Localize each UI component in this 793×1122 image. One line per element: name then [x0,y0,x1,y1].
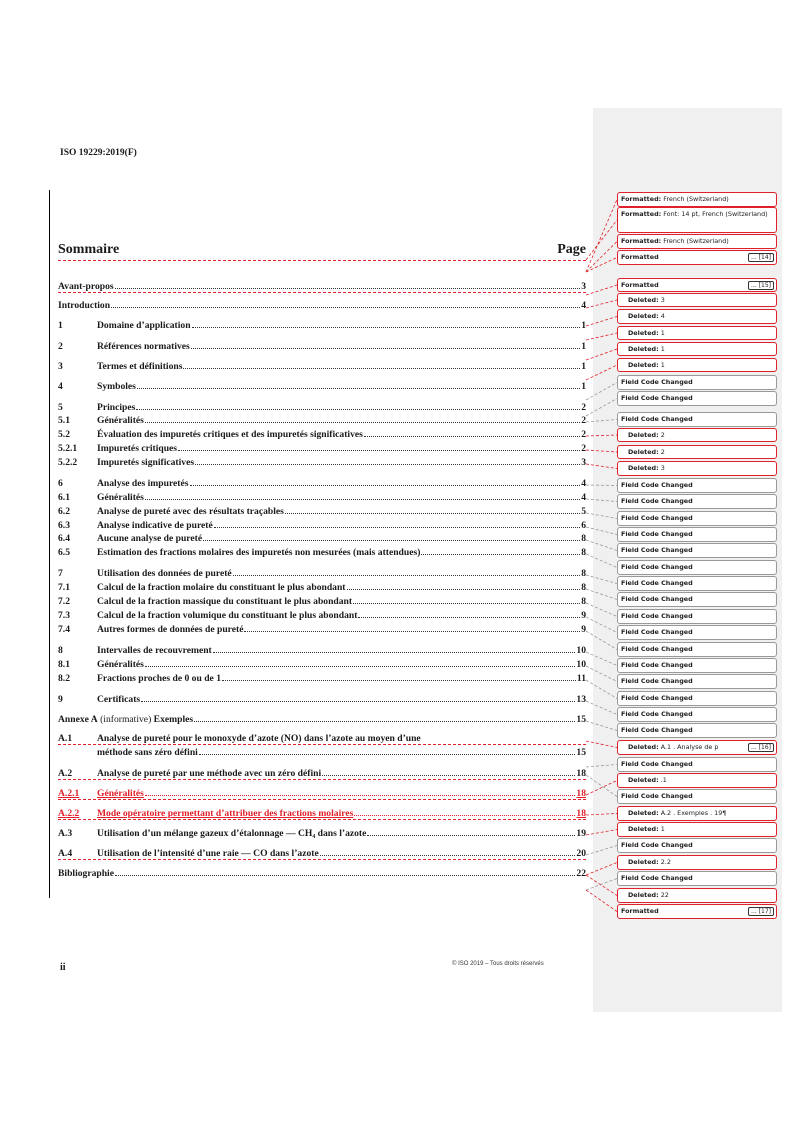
toc-entry-text [58,714,193,725]
balloon-type: Field Code Changed [621,792,693,800]
dot-leader [137,387,580,389]
toc-entry-number: 3 [58,361,63,372]
balloon-type: Field Code Changed [621,481,693,489]
toc-entry[interactable] [58,412,586,426]
toc-entry-text: Symboles [97,381,136,392]
toc-entry-page: 10 [576,659,586,670]
toc-annex-entry[interactable] [58,765,586,780]
toc-entry-text: Généralités [97,415,144,426]
markup-balloon[interactable] [617,250,777,265]
markup-balloon[interactable] [617,838,777,853]
toc-entry-page: 9 [581,610,586,621]
toc-entry-page: 15 [576,747,586,758]
toc-entry-text: Analyse de pureté avec des résultats traçables [97,506,284,517]
toc-entry-number: 6.1 [58,492,70,503]
balloon-detail: A.1 . Analyse de p [658,743,719,751]
toc-entry-text: Impuretés critiques [97,443,178,454]
balloon-detail: Font: 14 pt, French (Switzerland) [661,210,768,218]
toc-entry-text: Impuretés significatives [97,457,195,468]
markup-balloon[interactable] [617,789,777,804]
toc-entry-number: A.2.1 [58,788,80,799]
toc-entry-text: Domaine d’application [97,320,191,331]
dot-leader [353,602,580,604]
balloon-type: Deleted: [628,891,659,899]
toc-annex-entry[interactable] [58,731,586,745]
balloon-type: Deleted: [628,296,659,304]
balloon-type: Field Code Changed [621,841,693,849]
dot-leader [320,854,576,856]
dot-leader [191,347,580,349]
balloon-type: Field Code Changed [621,497,693,505]
toc-entry-page: 2 [581,429,586,440]
markup-balloon[interactable] [617,740,777,755]
balloon-detail: 1 [658,361,665,369]
markup-balloon[interactable] [617,412,777,427]
balloon-type: Formatted [621,907,659,915]
toc-entry[interactable] [58,711,586,725]
toc-entry-text: Avant-propos [58,281,114,292]
markup-balloon[interactable] [617,691,777,706]
toc-entry-page: 4 [581,478,586,489]
balloon-type: Deleted: [628,448,659,456]
balloon-type: Field Code Changed [621,645,693,653]
toc-entry[interactable] [58,475,586,489]
dot-leader [111,306,580,308]
toc-entry-page: 6 [581,520,586,531]
balloon-type: Field Code Changed [621,530,693,538]
toc-entry-number: A.2.2 [58,808,80,819]
dot-leader [145,794,576,796]
dot-leader [367,834,575,836]
toc-entry-page: 11 [576,673,586,684]
toc-entry-text: Utilisation de l’intensité d’une raie — CO dans l’azote [97,848,319,859]
toc-page-label: Page [557,242,586,257]
toc-entry[interactable] [58,579,586,593]
dot-leader [244,630,580,632]
markup-balloon[interactable] [617,342,777,356]
balloon-type: Field Code Changed [621,760,693,768]
toc-entry-number: 8.2 [58,673,70,684]
markup-balloon[interactable] [617,592,777,607]
balloon-detail: 2 [658,448,665,456]
dot-leader [141,700,575,702]
dot-leader [136,408,580,410]
balloon-detail: 1 [658,329,665,337]
toc-entry-text: Termes et définitions [97,361,183,372]
toc-entry-text: Calcul de la fraction molaire du constituant le plus abondant [97,582,346,593]
balloon-type: Field Code Changed [621,415,693,423]
balloon-detail: 1 [658,345,665,353]
document-id-header: ISO 19229:2019(F) [60,148,137,158]
balloon-type: Field Code Changed [621,563,693,571]
toc-entry[interactable] [58,517,586,531]
toc-entry-page: 8 [581,596,586,607]
markup-balloon[interactable] [617,527,777,542]
copyright-notice: © ISO 2019 – Tous droits réservés [452,961,544,967]
toc-annex-entry[interactable] [58,845,586,860]
toc-entry-page: 18 [576,808,586,819]
page-number: ii [60,962,66,973]
balloon-type: Deleted: [628,825,659,833]
toc-entry[interactable] [58,426,586,440]
toc-entry[interactable] [58,691,586,705]
balloon-type: Field Code Changed [621,726,693,734]
dot-leader [178,449,580,451]
dot-leader [203,539,580,541]
toc-entry-page: 8 [581,547,586,558]
markup-balloon[interactable] [617,192,777,207]
toc-entry-text: méthode sans zéro défini [97,747,198,758]
toc-entry[interactable] [58,593,586,607]
toc-entry-number: 5.2.2 [58,457,78,468]
balloon-type: Formatted: [621,237,662,245]
markup-balloon[interactable] [617,511,777,526]
markup-balloon[interactable] [617,428,777,442]
toc-annex-entry[interactable] [58,825,586,839]
markup-balloon[interactable] [617,543,777,558]
toc-entry-text: Calcul de la fraction massique du constituant le plus abondant [97,596,353,607]
balloon-more-button[interactable]: ... [14] [748,253,774,262]
toc-entry-number: 8.1 [58,659,70,670]
toc-entry[interactable] [58,621,586,635]
balloon-type: Deleted: [628,345,659,353]
toc-entry-number: 1 [58,320,63,331]
balloon-detail: 1 [658,825,665,833]
balloon-detail: French (Switzerland) [661,195,729,203]
markup-balloon[interactable] [617,806,777,821]
toc-annex-entry[interactable] [58,865,586,879]
toc-entry[interactable] [58,656,586,670]
balloon-more-button[interactable]: ... [16] [748,743,774,752]
toc-entry-text: Évaluation des impuretés critiques et des impuretés significatives [97,429,363,440]
balloon-type: Deleted: [628,464,659,472]
toc-entry-page: 9 [581,624,586,635]
toc-entry-continuation[interactable] [58,744,586,758]
markup-balloon[interactable] [617,309,777,324]
balloon-type: Formatted [621,253,659,261]
toc-entry[interactable] [58,399,586,413]
annex-label: Annexe A [58,714,98,725]
toc-entry-page: 3 [581,281,586,292]
dot-leader [115,287,581,289]
toc-entry-page: 18 [576,768,586,779]
toc-title: Sommaire [58,242,120,257]
toc-entry-page: 10 [576,645,586,656]
balloon-type: Field Code Changed [621,595,693,603]
balloon-type: Field Code Changed [621,514,693,522]
toc-entry-number: 7.3 [58,610,70,621]
balloon-detail: 2.2 [658,858,671,866]
change-bar [49,190,50,898]
dot-leader [421,553,580,555]
balloon-type: Deleted: [628,743,659,751]
markup-balloon[interactable] [617,625,777,640]
balloon-type: Field Code Changed [621,628,693,636]
toc-entry-number: A.1 [58,733,73,744]
markup-balloon[interactable] [617,773,777,788]
toc-entry[interactable] [58,378,586,392]
toc-entry-text: Fractions proches de 0 ou de 1 [97,673,222,684]
markup-balloon[interactable] [617,293,777,307]
dot-leader [214,526,580,528]
balloon-detail: .1 [658,776,667,784]
balloon-more-button[interactable]: ... [17] [748,907,774,916]
dot-leader [322,774,575,776]
toc-entry-text: Bibliographie [58,868,114,879]
dot-leader [364,435,580,437]
markup-balloon[interactable] [617,757,777,772]
balloon-type: Deleted: [628,431,659,439]
toc-entry[interactable] [58,607,586,621]
toc-entry-page: 4 [581,300,586,311]
toc-entry-number: 4 [58,381,63,392]
balloon-type: Field Code Changed [621,677,693,685]
toc-entry-text: Analyse de pureté pour le monoxyde d’azote (NO) dans l’azote au moyen d’une [97,733,421,744]
balloon-type: Field Code Changed [621,874,693,882]
toc-entry-page: 22 [576,868,586,879]
toc-entry-page: 18 [576,788,586,799]
toc-entry[interactable] [58,317,586,331]
dot-leader [213,651,576,653]
dot-leader [192,326,581,328]
toc-entry-text: Principes [97,402,136,413]
toc-entry-number: 5.2 [58,429,70,440]
markup-balloon[interactable] [617,888,777,903]
markup-balloon[interactable] [617,723,777,738]
markup-balloon[interactable] [617,904,777,919]
markup-balloon[interactable] [617,478,777,493]
toc-entry-page: 5 [581,506,586,517]
toc-entry[interactable] [58,440,586,454]
balloon-type: Deleted: [628,858,659,866]
toc-entry-number: 6.2 [58,506,70,517]
toc-entry-text: Aucune analyse de pureté [97,533,203,544]
toc-entry-text: Utilisation des données de pureté [97,568,232,579]
balloon-more-button[interactable]: ... [15] [748,281,774,290]
balloon-type: Field Code Changed [621,612,693,620]
dot-leader [285,512,580,514]
dot-leader [199,753,576,755]
toc-entry-text: Analyse de pureté par une méthode avec un zéro défini [97,768,322,779]
toc-entry-number: 9 [58,694,63,705]
balloon-type: Field Code Changed [621,694,693,702]
balloon-detail: 2 [658,431,665,439]
toc-entry-page: 1 [581,381,586,392]
dot-leader [354,814,575,816]
toc-entry-page: 13 [576,694,586,705]
toc-entry-text: Introduction [58,300,111,311]
balloon-type: Field Code Changed [621,579,693,587]
markup-balloon[interactable] [617,822,777,837]
toc-entry[interactable] [58,642,586,656]
toc-entry-number: 2 [58,341,63,352]
balloon-detail: 3 [658,464,665,472]
toc-entry[interactable] [58,503,586,517]
toc-entry-page: 4 [581,492,586,503]
balloon-detail: 22 [658,891,669,899]
toc-entry-number: 6 [58,478,63,489]
toc-entry[interactable] [58,489,586,503]
markup-balloon[interactable] [617,855,777,870]
dot-leader [222,679,576,681]
toc-entry-text: Calcul de la fraction volumique du constituant le plus abondant [97,610,358,621]
annex-note: (informative) [97,714,154,725]
toc-entry[interactable] [58,670,586,684]
toc-entry-page: 8 [581,582,586,593]
markup-balloon[interactable] [617,445,777,459]
dot-leader [145,421,580,423]
toc-entry-number: 6.4 [58,533,70,544]
toc-entry-number: 5.1 [58,415,70,426]
markup-balloon[interactable] [617,560,777,575]
toc-entry-number: A.2 [58,768,73,779]
toc-entry-text: Généralités [97,788,144,799]
toc-heading [58,242,586,261]
toc-entry-text: Intervalles de recouvrement [97,645,212,656]
toc-entry[interactable] [58,454,586,468]
toc-entry-page: 2 [581,402,586,413]
toc-entry-page: 8 [581,568,586,579]
toc-entry-page: 15 [576,714,586,725]
dot-leader [183,367,580,369]
balloon-type: Field Code Changed [621,661,693,669]
toc-entry-text: Analyse indicative de pureté [97,520,213,531]
toc-entry-page: 8 [581,533,586,544]
markup-balloon[interactable] [617,609,777,624]
markup-balloon[interactable] [617,576,777,591]
toc-entry-page: 1 [581,341,586,352]
markup-balloon[interactable] [617,207,777,233]
toc-entry[interactable] [58,297,586,311]
markup-balloon[interactable] [617,658,777,673]
toc-entry-number: 7.2 [58,596,70,607]
balloon-type: Field Code Changed [621,710,693,718]
balloon-type: Field Code Changed [621,378,693,386]
toc-entry-text: Utilisation d’un mélange gazeux d’étalonnage — CH₄ dans l’azote [97,828,367,839]
balloon-detail: A.2 . Exemples . 19¶ [658,809,727,817]
toc-entry-number: 7.1 [58,582,70,593]
dot-leader [347,588,581,590]
markup-balloon[interactable] [617,707,777,722]
balloon-type: Deleted: [628,809,659,817]
balloon-detail: 4 [658,312,665,320]
dot-leader [195,463,580,465]
markup-balloon[interactable] [617,494,777,509]
toc-entry-page: 1 [581,320,586,331]
toc-entry-text: Certificats [97,694,141,705]
toc-annex-entry[interactable] [58,805,586,820]
balloon-type: Deleted: [628,776,659,784]
toc-entry-text: Généralités [97,492,144,503]
toc-entry[interactable] [58,544,586,558]
toc-entry-number: A.4 [58,848,73,859]
toc-entry-number: 6.5 [58,547,70,558]
toc-entry[interactable] [58,530,586,544]
markup-balloon[interactable] [617,391,777,406]
toc-entry-text: Références normatives [97,341,190,352]
toc-entry-page: 19 [576,828,586,839]
toc-entry-text: Mode opératoire permettant d’attribuer des fractions molaires [97,808,354,819]
balloon-type: Deleted: [628,329,659,337]
dot-leader [145,498,580,500]
toc-entry-page: 2 [581,415,586,426]
toc-entry[interactable] [58,278,586,293]
toc-entry-text: Estimation des fractions molaires des impuretés non mesurées (mais attendues) [97,547,421,558]
toc-entry-number: 6.3 [58,520,70,531]
dot-leader [194,720,575,722]
toc-annex-entry[interactable] [58,785,586,800]
toc-entry-text: Généralités [97,659,144,670]
annex-title: Exemples [153,714,194,725]
toc-entry-text: Analyse des impuretés [97,478,189,489]
toc-entry-text: Autres formes de données de pureté [97,624,244,635]
toc-entry-number: 8 [58,645,63,656]
toc-entry[interactable] [58,358,586,372]
balloon-type: Formatted: [621,195,662,203]
dot-leader [190,484,581,486]
markup-balloon[interactable] [617,871,777,886]
balloon-type: Field Code Changed [621,394,693,402]
toc-entry[interactable] [58,565,586,579]
balloon-detail: French (Switzerland) [661,237,729,245]
markup-balloon[interactable] [617,358,777,372]
balloon-detail: 3 [658,296,665,304]
markup-balloon[interactable] [617,642,777,657]
toc-entry-page: 1 [581,361,586,372]
toc-entry-number: 5 [58,402,63,413]
dot-leader [358,616,580,618]
balloon-type: Formatted [621,281,659,289]
toc-entry-number: 7.4 [58,624,70,635]
markup-balloon[interactable] [617,461,777,476]
toc-entry-number: 7 [58,568,63,579]
markup-balloon[interactable] [617,375,777,390]
markup-balloon[interactable] [617,278,777,292]
markup-balloon[interactable] [617,674,777,689]
balloon-type: Deleted: [628,312,659,320]
toc-entry[interactable] [58,338,586,352]
toc-entry-page: 3 [581,457,586,468]
markup-balloon[interactable] [617,326,777,340]
dot-leader [233,574,581,576]
dot-leader [115,874,575,876]
dot-leader [145,665,576,667]
balloon-type: Formatted: [621,210,662,218]
balloon-type: Deleted: [628,361,659,369]
toc-entry-page: 2 [581,443,586,454]
toc-entry-number: 5.2.1 [58,443,78,454]
toc-entry-page: 20 [576,848,586,859]
toc-entry-number: A.3 [58,828,73,839]
balloon-type: Field Code Changed [621,546,693,554]
markup-balloon[interactable] [617,234,777,249]
